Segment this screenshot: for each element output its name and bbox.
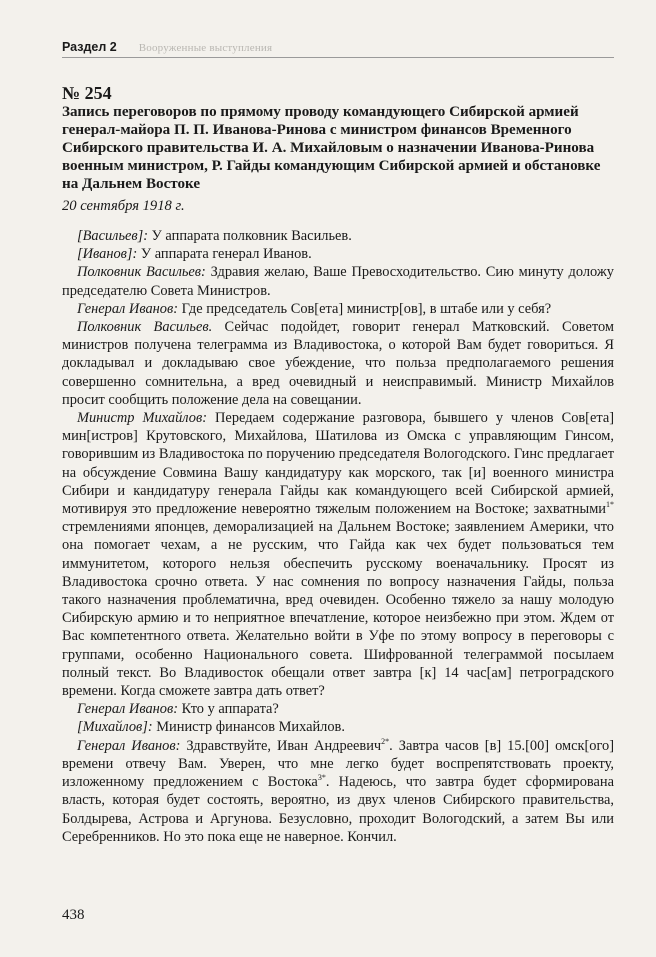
section-label: Раздел 2 (62, 40, 117, 54)
paragraph-text: У аппарата полковник Васильев. (148, 228, 352, 244)
speaker-label: Генерал Иванов: (77, 737, 181, 754)
transcript-paragraph (62, 227, 614, 245)
transcript-paragraph (62, 700, 614, 718)
paragraph-text: Где председатель Сов[ета] министр[ов], в штабе или у себя? (178, 300, 552, 317)
paragraph-text: Здравия желаю, Ваше Превосходительство. Сию минуту доложу председателю Совета Министров. (62, 264, 614, 299)
paragraph-text: . Завтра часов [в] 15.[00] омск[ого] времени отвечу Вам. Уверен, что мне легко будет воспрепятствовать проекту, изложенному предложением с Востока (62, 737, 614, 791)
transcript-paragraph (62, 318, 614, 409)
document-date: 20 сентября 1918 г. (62, 198, 185, 214)
transcript-paragraph (62, 737, 614, 846)
speaker-label: [Васильев]: (77, 228, 149, 244)
paragraph-text: . Надеюсь, что завтра будет сформирована власть, которая будет состоять, вероятно, из двух членов Сибирского правительства, Болдырева, Астрова и Аргунова. Безусловно, проходит Вологодский, а затем Вы или Серебренников. Но это пока еще не наверное. Кончил. (62, 774, 614, 845)
document-number: № 254 (62, 83, 112, 103)
speaker-label: [Михайлов]: (77, 719, 153, 736)
speaker-label: Полковник Васильев: (77, 264, 206, 281)
section-topic: Вооруженные выступления (138, 42, 273, 54)
transcript-paragraph (62, 300, 614, 318)
paragraph-text: Здравствуйте, Иван Андреевич (180, 737, 382, 754)
speaker-label: Полковник Васильев. (77, 319, 213, 336)
transcript-paragraph (62, 718, 614, 736)
speaker-label: [Иванов]: (77, 246, 138, 263)
paragraph-text: У аппарата генерал Иванов. (137, 246, 312, 263)
speaker-label: Генерал Иванов: (77, 701, 179, 718)
document-title: Запись переговоров по прямому проводу командующего Сибирской армией генерал-майора П. П. Иванова-Ринова с министром финансов Временного Сибирского правительства И. А. Михайловым о назначении Иванова-Ринова военным министром, Р. Гайды командующим Сибирской армией и обстановке на Дальнем Востоке (62, 104, 601, 192)
paragraph-text: Передаем содержание разговора, бывшего у членов Сов[ета] мин[истров] Крутовского, Михайлова, Шатилова из Омска с управляющим Гинсом, говорившим из Владивостока по поручению председателя Вологодского. Гинс предлагает на обсуждение Совмина Вашу кандидатуру как морского, так [и] военного министра Сибири и кандидатуру генерала Гайды как командующего всей Сибирской армией, мотивируя это предложение невероятно тяжелым положением на Востоке; захватными (62, 410, 615, 518)
footnote-ref: 2* (381, 736, 390, 746)
transcript-paragraph (62, 245, 614, 263)
speaker-label: Генерал Иванов: (77, 300, 179, 317)
paragraph-text: стремлениями японцев, деморализацией на Дальнем Востоке; заявлением Америки, что она помогает чехам, а не русским, что Гайда как чех будет пользоваться тем иммунитетом, которого нельзя обеспечить русскому военачальнику. Просят из Владивостока срочно ответа. У нас сомнения по вопросу назначения Гайды, польза такого назначения проблематична, вред очевиден. Особенно тяжело за нашу молодую Сибирскую армию и то неприятное впечатление, которое неизбежно при этом. Ждем от Вас компетентного ответа. Желательно войти в Уфе по этому вопросу в переговоры с группами, особенно Национального совета. Шифрованной телеграммой посылаем полный текст. Во Владивосток обещали ответ завтра [к] 14 час[ам] петроградского времени. Когда сможете завтра дать ответ? (62, 519, 614, 700)
footnote-ref: 3* (317, 773, 326, 783)
transcript-paragraph (62, 263, 614, 299)
running-head (62, 40, 614, 58)
paragraph-text: Министр финансов Михайлов. (152, 719, 345, 736)
document (62, 84, 614, 846)
transcript-paragraph (62, 409, 614, 700)
speaker-label: Министр Михайлов: (77, 410, 207, 427)
footnote-ref: 1* (606, 500, 614, 510)
paragraph-text: Сейчас подойдет, говорит генерал Матковский. Советом министров получена телеграмма из Владивостока, о которой Вам будет говориться. Я докладывал и докладываю свое убеждение, что польза предполагаемого решения совершенно сомнительна, а вред очевидный и неисправимый. Министр Михайлов просит сообщить положение дела на совещании. (62, 319, 614, 408)
paragraph-text: Кто у аппарата? (178, 701, 279, 718)
transcript-body (62, 227, 614, 846)
page-number: 438 (62, 907, 85, 923)
